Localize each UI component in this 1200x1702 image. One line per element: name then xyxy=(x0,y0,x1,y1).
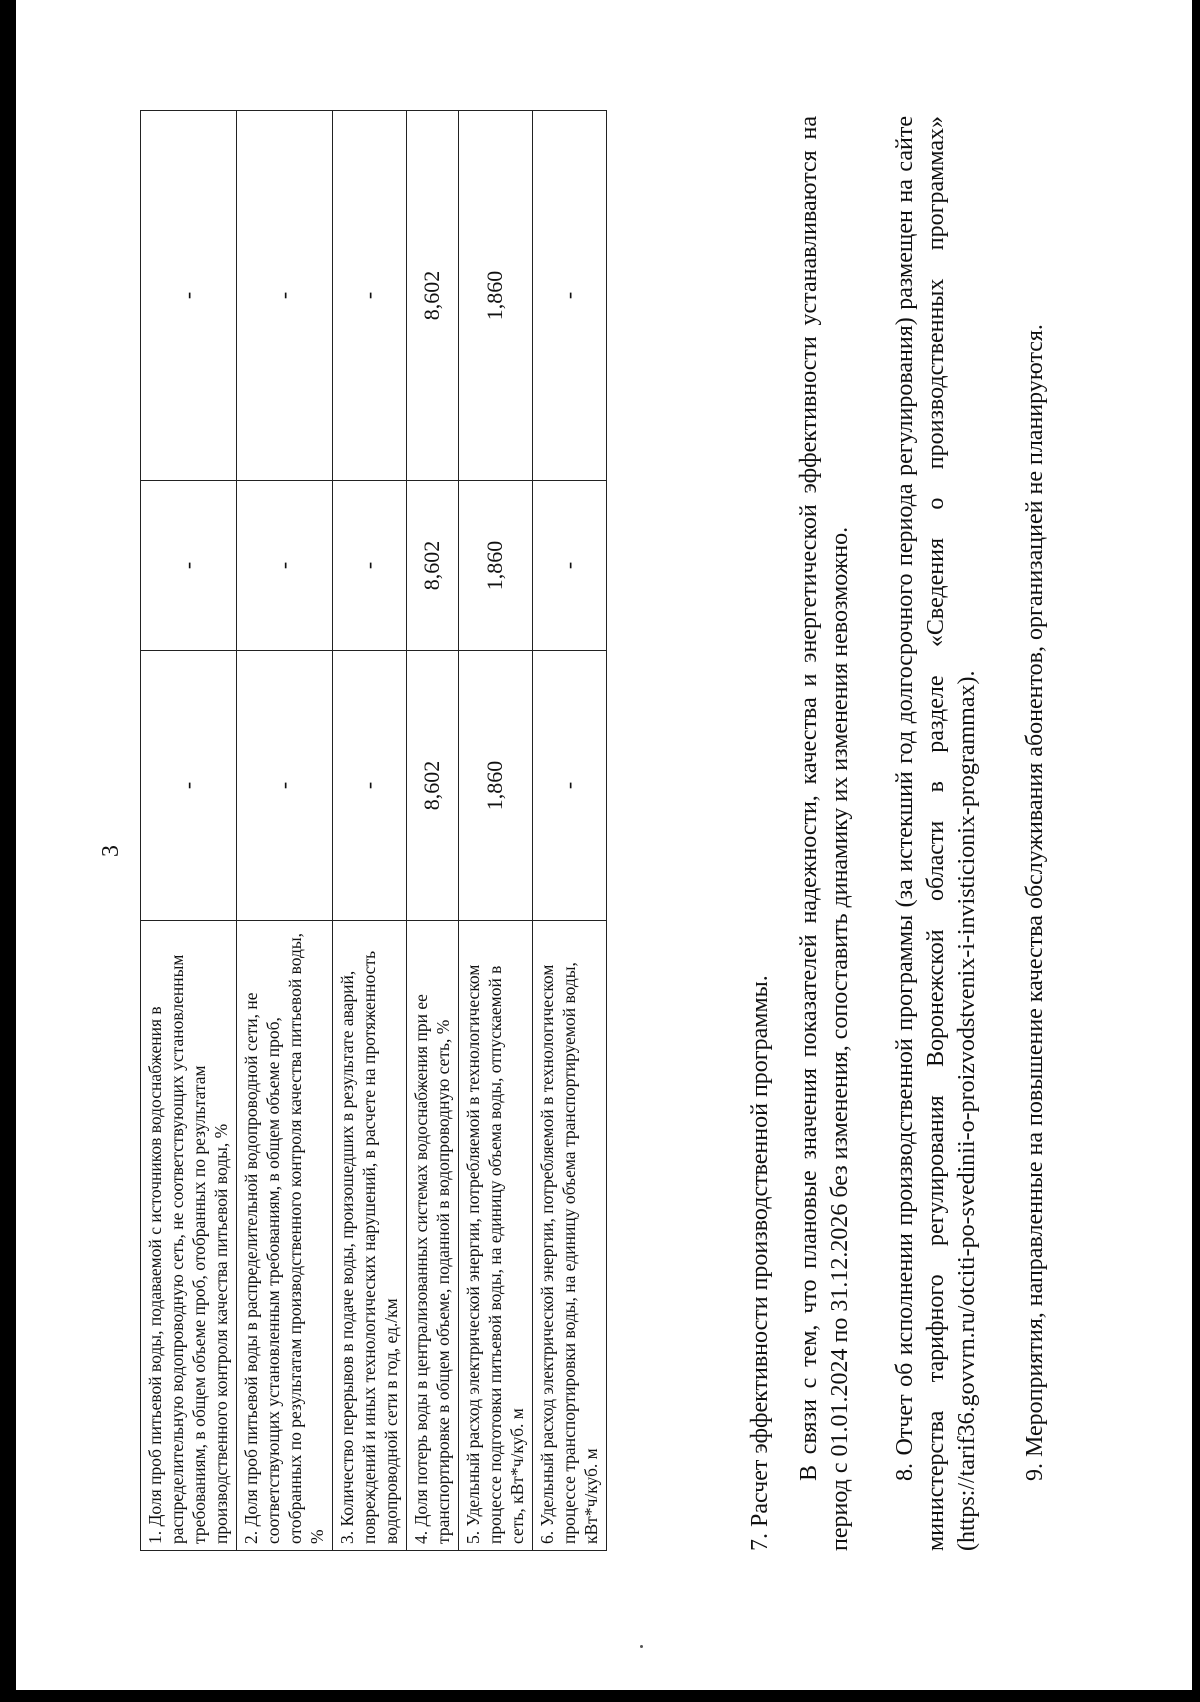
indicator-value: - xyxy=(333,651,407,921)
table-row xyxy=(141,111,237,1551)
indicator-value: - xyxy=(333,111,407,481)
table-row xyxy=(237,111,333,1551)
indicator-value: - xyxy=(141,481,237,651)
rotated-document-page xyxy=(70,71,1130,1631)
scan-border-right xyxy=(1192,0,1200,1702)
section-9-text: 9. Мероприятия, направленные на повышение качества обслуживания абонентов, организацией не планируются. xyxy=(1022,324,1048,1481)
indicators-table xyxy=(140,110,607,1551)
indicator-value: 1,860 xyxy=(459,651,533,921)
indicator-value: - xyxy=(141,111,237,481)
section-7-text: В связи с тем, что плановые значения показателей надежности, качества и энергетической эффективности устанавливаются на период с 01.01.2024 по 31.12.2026 без изменения, сопоставить динамику их изменения невозможно. xyxy=(796,116,853,1551)
section-8-text: 8. Отчет об исполнении производственной программы (за истекший год долгосрочного периода регулирования) размещен на сайте министерства тарифного регулирования Воронежской области в разделе «Сведения о производственных программах» (https://tarif36.govvrn.ru/otciti-po-svedinii-o-proizvodstvenix-i-invisticionix-programmax). xyxy=(892,116,980,1551)
indicator-value: - xyxy=(237,481,333,651)
indicator-value: 8,602 xyxy=(407,651,459,921)
scan-border-left xyxy=(0,0,16,1702)
indicator-value: - xyxy=(333,481,407,651)
section-7-heading: 7. Расчет эффективности производственной программы. xyxy=(747,975,773,1551)
indicator-value: - xyxy=(533,111,607,481)
indicator-name: 2. Доля проб питьевой воды в распределительной водопроводной сети, не соответствующих установленным требованиям, в общем объеме проб, отобранных по результатам производственного контроля качества питьевой воды, % xyxy=(237,921,333,1551)
page-number: 3 xyxy=(98,845,124,857)
indicator-name: 6. Удельный расход электрической энергии, потребляемой в технологическом процессе транспортировки воды, на единицу объема транспортируемой воды, кВт*ч/куб. м xyxy=(533,921,607,1551)
table-row xyxy=(533,111,607,1551)
scan-border-bottom xyxy=(0,1690,1200,1702)
indicator-value: 1,860 xyxy=(459,111,533,481)
indicator-name: 3. Количество перерывов в подаче воды, произошедших в результате аварий, повреждений и иных технологических нарушений, в расчете на протяженность водопроводной сети в год, ед./км xyxy=(333,921,407,1551)
indicator-value: - xyxy=(141,651,237,921)
indicator-value: - xyxy=(237,651,333,921)
indicator-value: 1,860 xyxy=(459,481,533,651)
indicator-value: - xyxy=(237,111,333,481)
table-row xyxy=(407,111,459,1551)
indicator-value: 8,602 xyxy=(407,481,459,651)
table-row xyxy=(333,111,407,1551)
table-row xyxy=(459,111,533,1551)
indicator-name: 5. Удельный расход электрической энергии, потребляемой в технологическом процессе подготовки питьевой воды, на единицу объема воды, отпускаемой в сеть, кВт*ч/куб. м xyxy=(459,921,533,1551)
indicator-value: - xyxy=(533,651,607,921)
indicator-name: 1. Доля проб питьевой воды, подаваемой с источников водоснабжения в распределительную водопроводную сеть, не соответствующих установленным требованиям, в общем объеме проб, отобранных по результатам производственного контроля качества питьевой воды, % xyxy=(141,921,237,1551)
scan-speck xyxy=(640,1645,643,1648)
indicator-name: 4. Доля потерь воды в централизованных системах водоснабжения при ее транспортировке в общем объеме, поданной в водопроводную сеть, % xyxy=(407,921,459,1551)
indicator-value: 8,602 xyxy=(407,111,459,481)
indicator-value: - xyxy=(533,481,607,651)
